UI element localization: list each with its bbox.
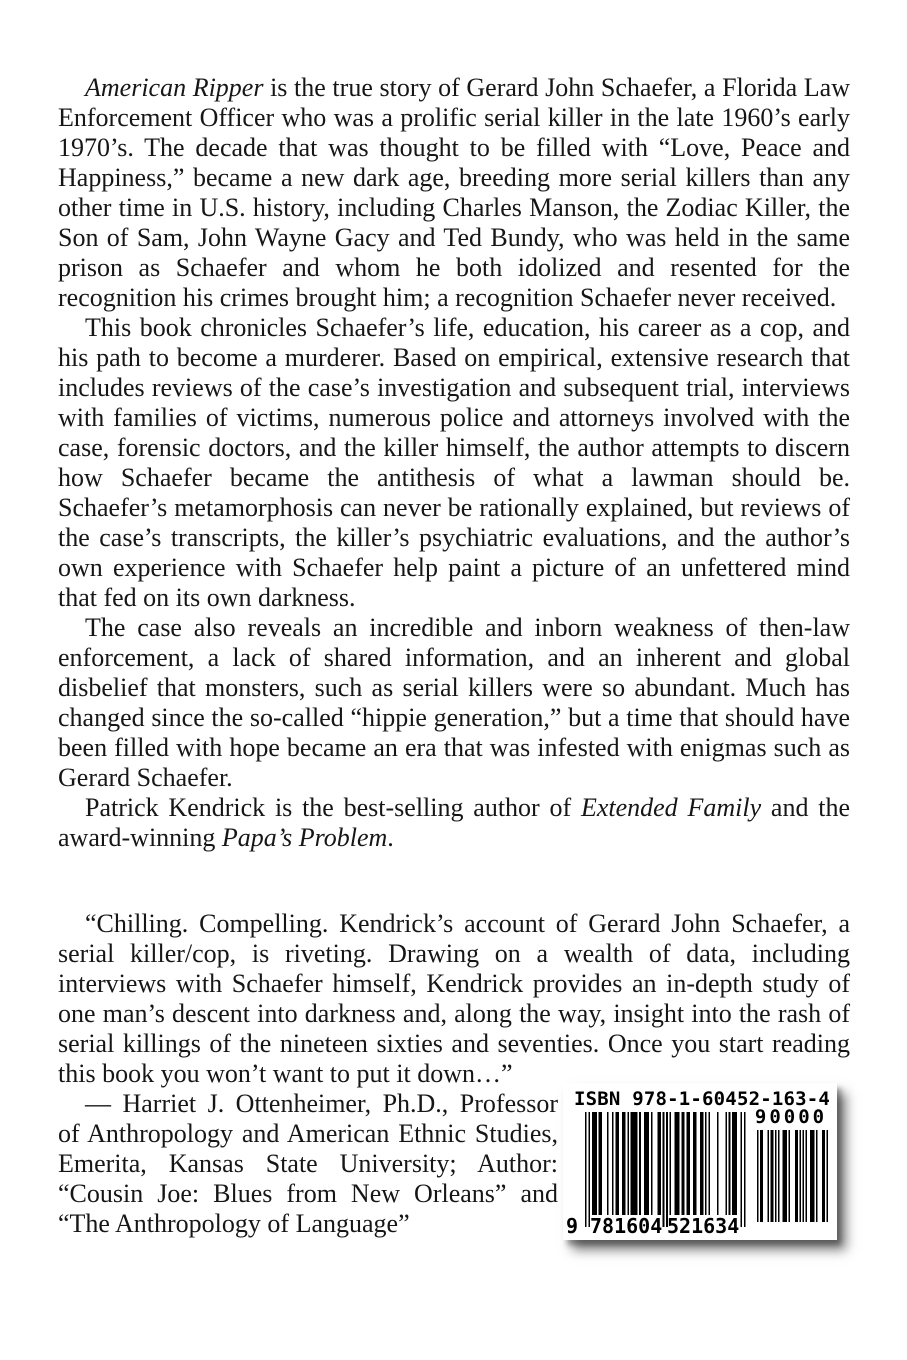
review-attribution-text: — Harriet J. Ottenheimer, Ph.D., Professor of Anthropology and American Ethnic Studies, Emerita, Kansas State University; Author: “Cousin Joe: Blues from New Orleans” and “The Anthropology of Language” [58, 1089, 558, 1238]
ean13-barcode [585, 1112, 746, 1227]
synopsis-text-1: is the true story of Gerard John Schaefer, a Florida Law Enforcement Officer who was a prolific serial killer in the late 1960’s early 1970’s. The decade that was thought to be filled with “Love, Peace and Happiness,” became a new dark age, breeding more serial killers than any other time in U.S. history, including Charles Manson, the Zodiac Killer, the Son of Sam, John Wayne Gacy and Ted Bundy, who was held in the same prison as Schaefer and whom he both idolized and resented for the recognition his crimes brought him; a recognition Schaefer never received. [58, 73, 851, 312]
synopsis-paragraph-3 [58, 613, 850, 793]
supplement-price-code: 90000 [754, 1106, 828, 1128]
book-title-inline: American Ripper [85, 73, 264, 102]
synopsis-text-2: This book chronicles Schaefer’s life, education, his career as a cop, and his path to become a murderer. Based on empirical, extensive research that includes reviews of the case’s investigation and subsequent trial, interviews with families of victims, numerous police and attorneys involved with the case, forensic doctors, and the killer himself, the author attempts to discern how Schaefer became the antithesis of what a lawman should be. Schaefer’s metamorphosis can never be rationally explained, but reviews of the case’s transcripts, the killer’s psychiatric evaluations, and the author’s own experience with Schaefer help paint a picture of an unfettered mind that fed on its own darkness. [58, 313, 850, 612]
author-bio-text-1: Patrick Kendrick is the best-selling author of [85, 793, 581, 822]
author-bio-text-3: . [387, 823, 394, 852]
synopsis-paragraph-2 [58, 313, 850, 613]
book-title-extended-family: Extended Family [580, 793, 762, 822]
ean5-supplement-barcode [757, 1130, 828, 1222]
back-cover-text-column [58, 73, 850, 1239]
synopsis-text-3: The case also reveals an incredible and inborn weakness of then-law enforcement, a lack of shared information, and an inherent and global disbelief that monsters, such as serial killers were so abundant. Much has changed since the so-called “hippie generation,” but a time that should have been filled with hope became an era that was infested with enigmas such as Gerard Schaefer. [58, 613, 850, 792]
review-attribution [58, 1089, 558, 1239]
review-quote [58, 909, 850, 1089]
review-quote-text: “Chilling. Compelling. Kendrick’s account of Gerard John Schaefer, a serial killer/cop, is riveting. Drawing on a wealth of data, including interviews with Schaefer himself, Kendrick provides an in-depth study of one man’s descent into darkness and, along the way, insight into the rash of serial killings of the nineteen sixties and seventies. Once you start reading this book you won’t want to put it down…” [58, 909, 850, 1088]
isbn-barcode-block [563, 1083, 837, 1240]
author-bio-text-2: and the award-winning [58, 793, 851, 852]
author-bio-paragraph [58, 793, 850, 853]
ean13-first-digit: 9 [566, 1214, 579, 1238]
isbn-number-label: ISBN 978-1-60452-163-4 [574, 1088, 831, 1110]
synopsis-paragraph-1 [58, 73, 850, 313]
book-title-papas-problem: Papa’s Problem [221, 823, 388, 852]
ean13-left-digit-group: 781604 [590, 1214, 663, 1238]
ean13-right-digit-group: 521634 [667, 1214, 740, 1238]
